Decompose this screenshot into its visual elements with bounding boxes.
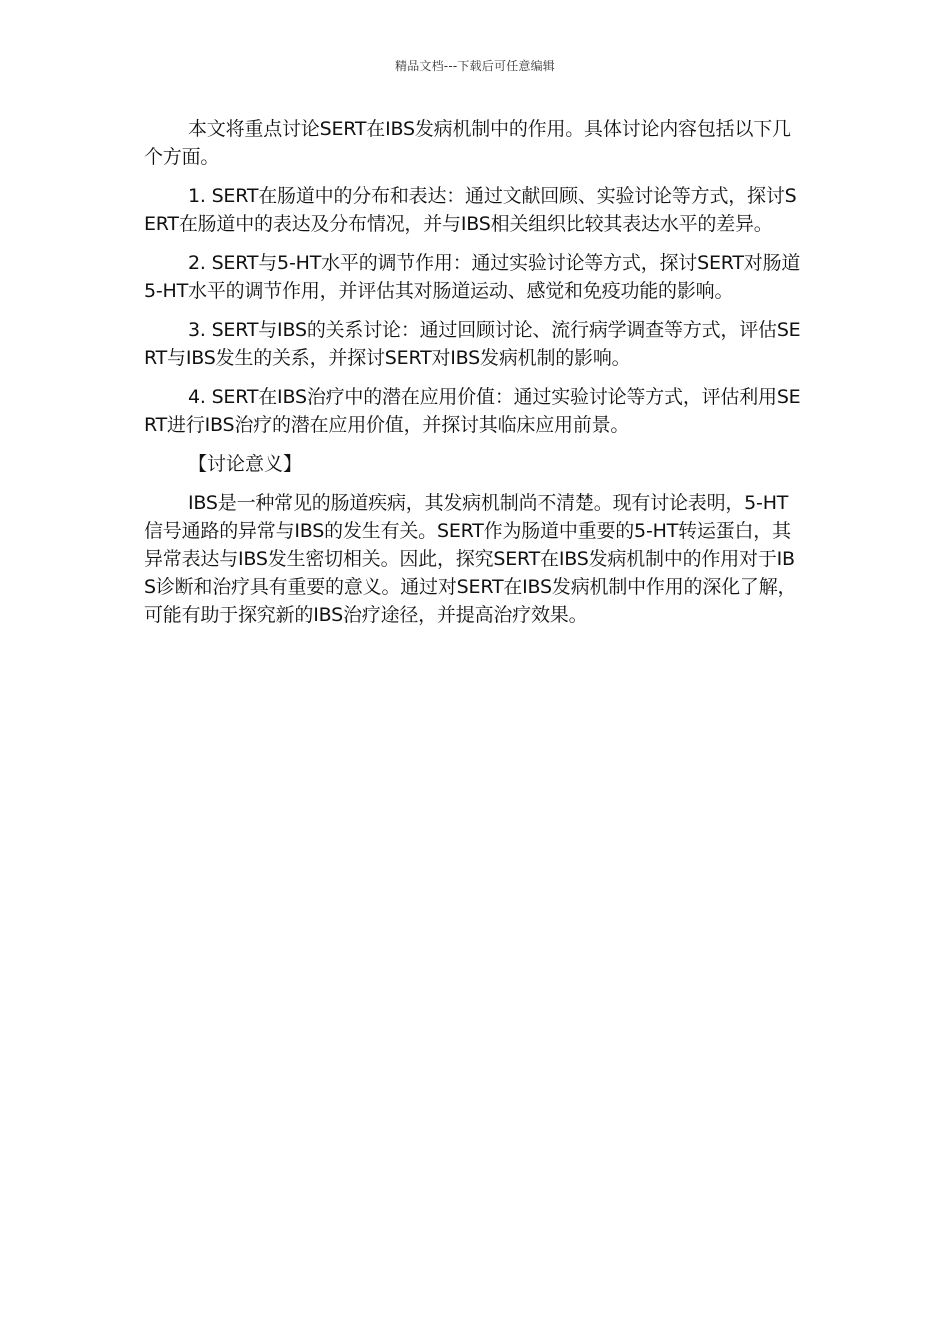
section-heading: 【讨论意义】 bbox=[188, 453, 303, 475]
page-header: 精品文档---下载后可任意编辑 bbox=[395, 59, 555, 73]
document-body bbox=[144, 115, 806, 640]
list-item: 1. SERT在肠道中的分布和表达：通过文献回顾、实验讨论等方式，探讨SERT在肠道中的表达及分布情况，并与IBS相关组织比较其表达水平的差异。 bbox=[144, 185, 797, 235]
intro-paragraph: 本文将重点讨论SERT在IBS发病机制中的作用。具体讨论内容包括以下几个方面。 bbox=[144, 118, 791, 168]
significance-paragraph: IBS是一种常见的肠道疾病，其发病机制尚不清楚。现有讨论表明，5-HT信号通路的异常与IBS的发生有关。SERT作为肠道中重要的5-HT转运蛋白，其异常表达与IBS发生密切相关。因此，探究SERT在IBS发病机制中的作用对于IBS诊断和治疗具有重要的意义。通过对SERT在IBS发病机制中作用的深化了解，可能有助于探究新的IBS治疗途径，并提高治疗效果。 bbox=[144, 492, 797, 626]
list-item: 2. SERT与5-HT水平的调节作用：通过实验讨论等方式，探讨SERT对肠道5-HT水平的调节作用，并评估其对肠道运动、感觉和免疫功能的影响。 bbox=[144, 252, 801, 302]
list-item: 4. SERT在IBS治疗中的潜在应用价值：通过实验讨论等方式，评估利用SERT进行IBS治疗的潜在应用价值，并探讨其临床应用前景。 bbox=[144, 386, 801, 436]
list-item: 3. SERT与IBS的关系讨论：通过回顾讨论、流行病学调查等方式，评估SERT与IBS发生的关系，并探讨SERT对IBS发病机制的影响。 bbox=[144, 319, 801, 369]
